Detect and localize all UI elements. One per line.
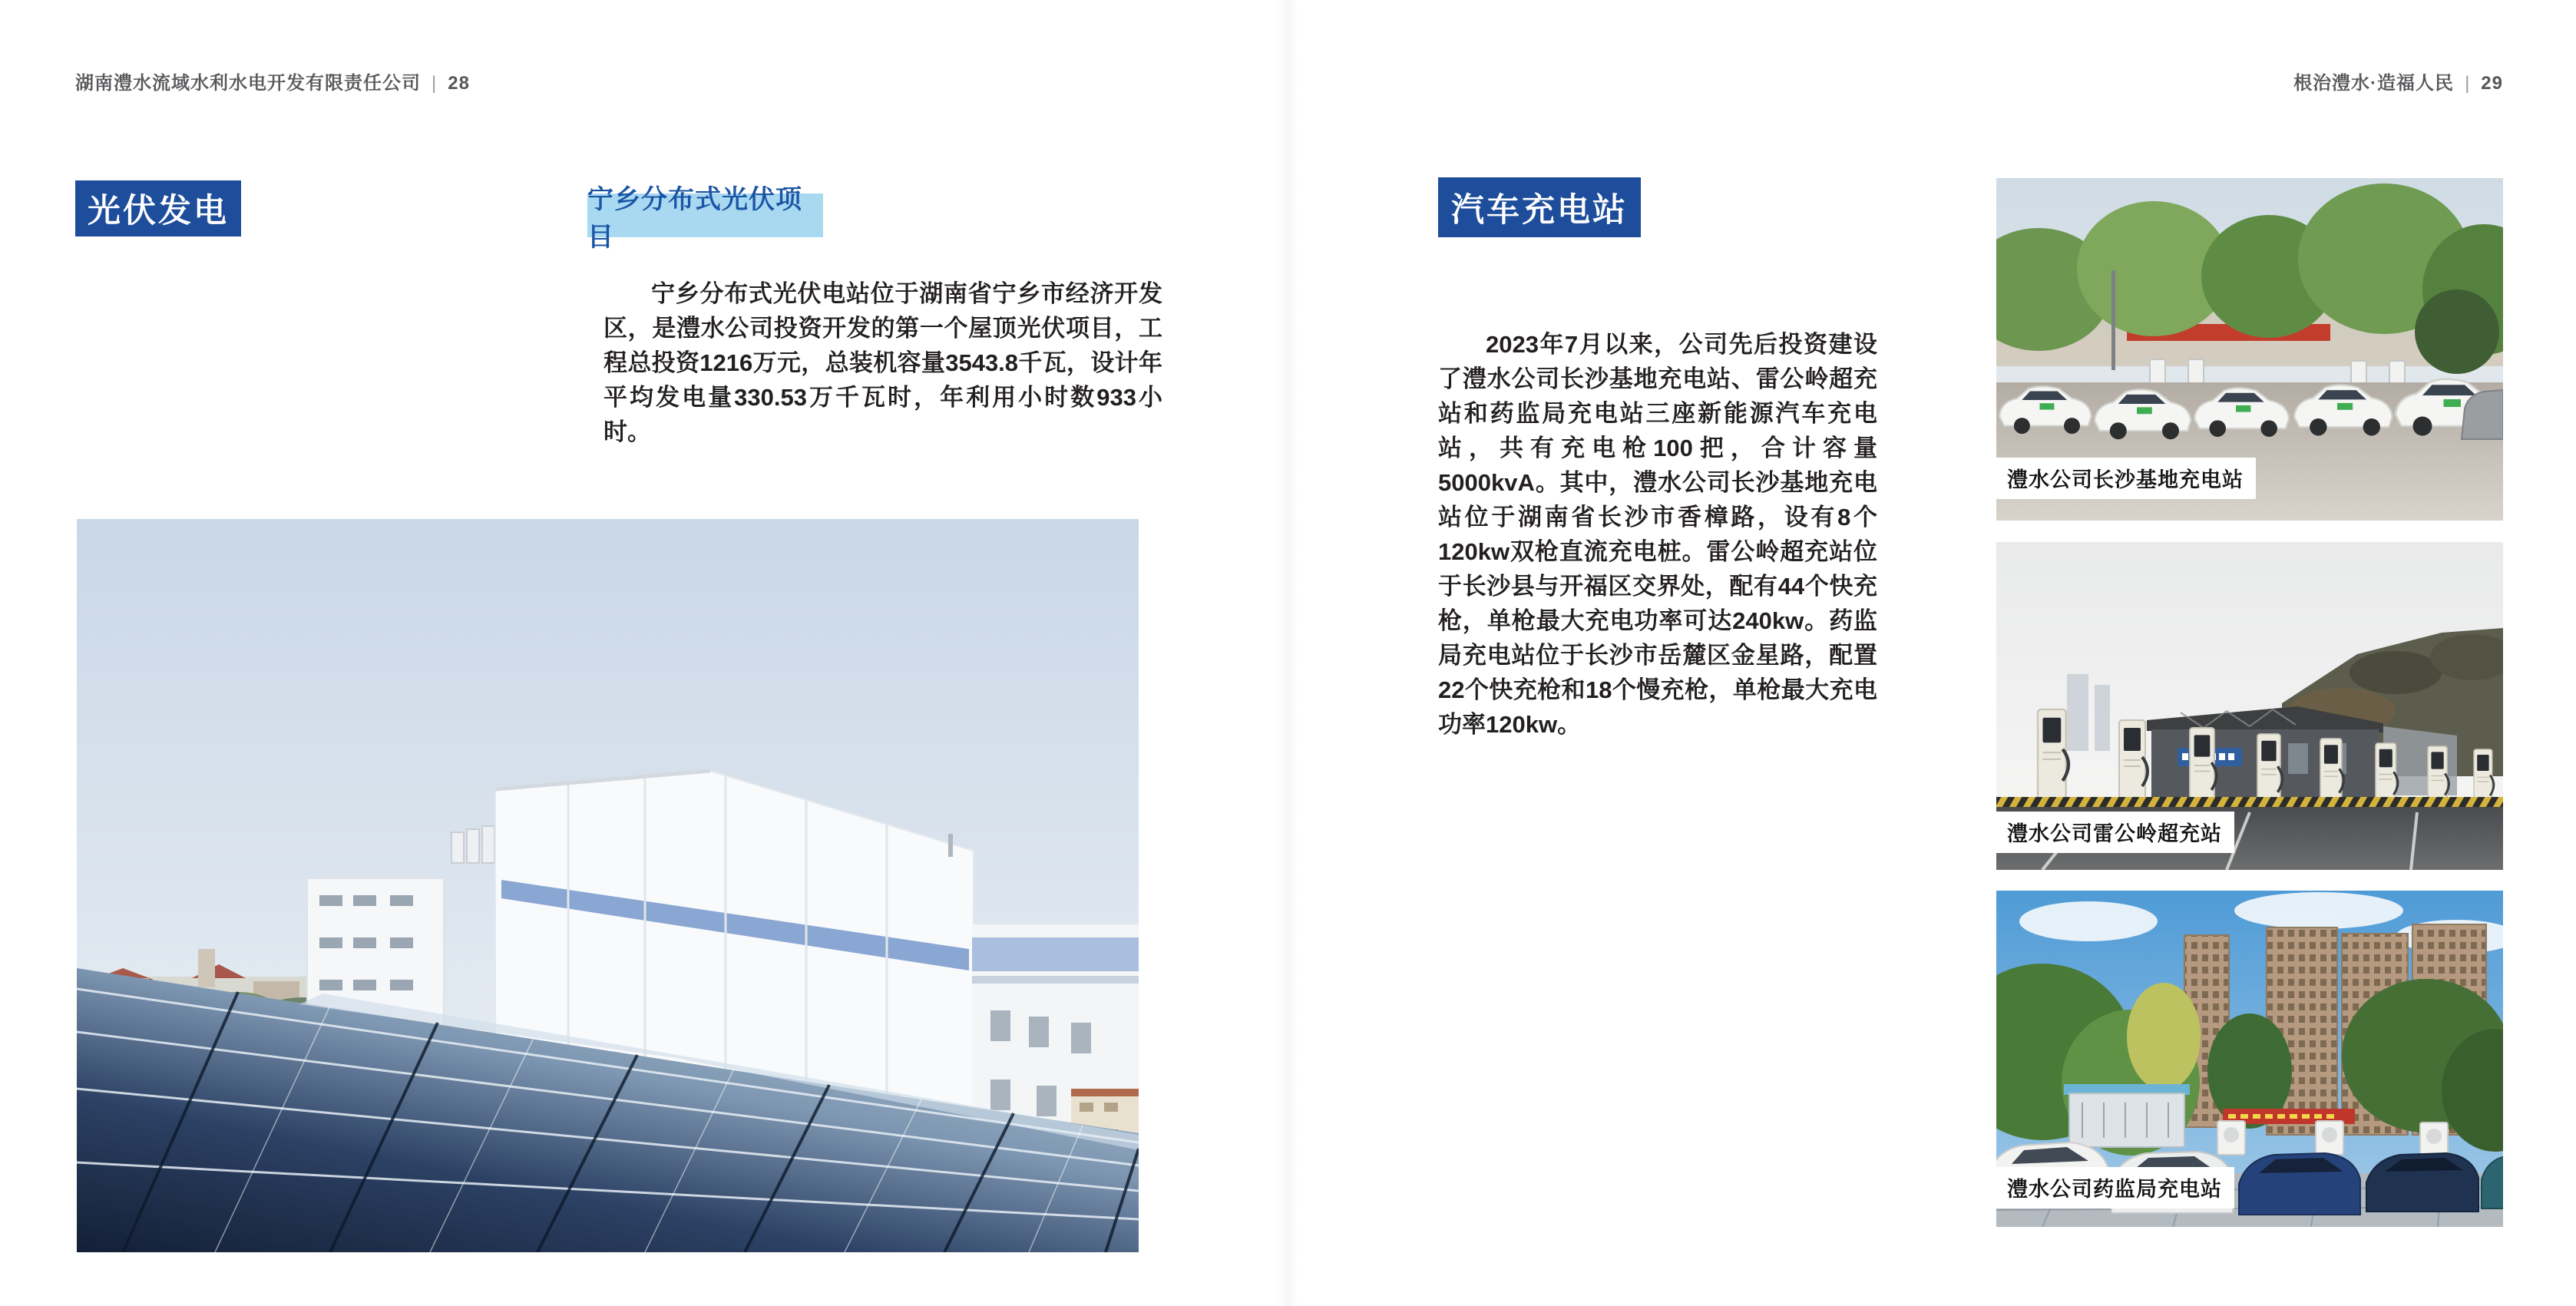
page-gutter-shadow <box>1278 0 1298 1306</box>
page-number-left: 28 <box>448 73 470 94</box>
page-number-right: 29 <box>2481 73 2503 94</box>
roof-vents <box>451 826 494 863</box>
photo-caption: 澧水公司雷公岭超充站 <box>1996 812 2234 853</box>
section-title-ev-charging <box>1438 177 1641 237</box>
header-separator: | <box>432 73 438 94</box>
section-title-photovoltaic <box>75 180 241 236</box>
section-title-text: 光伏发电 <box>88 193 229 230</box>
photo-rooftop-solar-array <box>77 519 1139 1252</box>
photo-yaojianju-station <box>1996 891 2503 1227</box>
paragraph-ningxiang-pv: 宁乡分布式光伏电站位于湖南省宁乡市经济开发区，是澧水公司投资开发的第一个屋顶光伏项目，工程总投资1216万元，总装机容量3543.8千瓦，设计年平均发电量330.53万千瓦时，年利用小时数933小时。 <box>603 280 1162 445</box>
banner-text-dashes <box>2228 1114 2334 1119</box>
slogan: 根治澧水·造福人民 <box>2293 73 2455 94</box>
running-header-left <box>75 68 470 94</box>
solar-photo-illustration <box>77 519 1139 1252</box>
header-separator: | <box>2465 73 2471 94</box>
utility-cabinet <box>2064 1084 2190 1147</box>
company-name: 湖南澧水流域水利水电开发有限责任公司 <box>75 73 421 94</box>
subsection-title-text: 宁乡分布式光伏项目 <box>587 184 802 252</box>
paragraph-ev-charging: 2023年7月以来，公司先后投资建设了澧水公司长沙基地充电站、雷公岭超充站和药监局充电站三座新能源汽车充电站，共有充电枪100把，合计容量5000kvA。其中，澧水公司长沙基地充电站位于湖南省长沙市香樟路，设有8个120kw双枪直流充电桩。雷公岭超充站位于长沙县与开福区交界处，配有44个快充枪，单枪最大充电功率可达240kw。药监局充电站位于长沙市岳麓区金星路，配置22个快充枪和18个慢充枪，单枪最大充电功率120kw。 <box>1438 331 1877 738</box>
photo-leigongling-station <box>1996 542 2503 870</box>
photo-changsha-base-station <box>1996 178 2503 521</box>
subsection-title-ningxiang-pv <box>587 184 823 252</box>
photo-caption: 澧水公司药监局充电站 <box>1996 1167 2234 1208</box>
hazard-stripe-curb <box>1996 797 2503 807</box>
running-header-right <box>2293 68 2503 94</box>
section-title-text: 汽车充电站 <box>1451 191 1628 229</box>
photo-caption: 澧水公司长沙基地充电站 <box>1996 458 2256 499</box>
distant-towers <box>2067 674 2110 751</box>
